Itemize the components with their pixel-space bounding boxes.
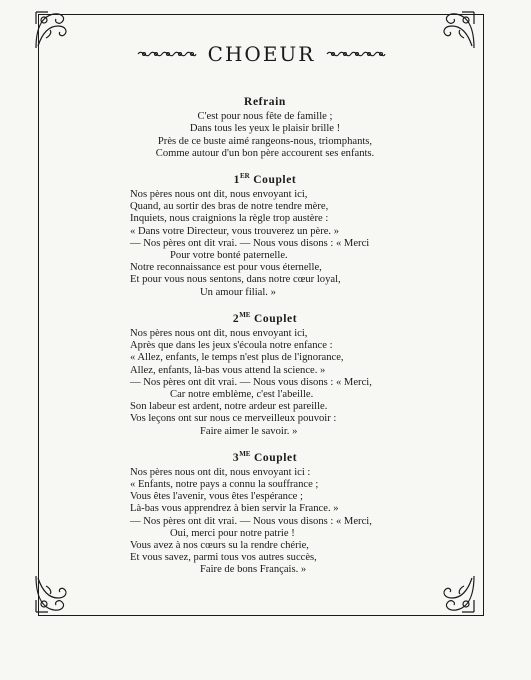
verse-line: Et pour vous nous sentons, dans notre cœur loyal, [130,274,341,286]
section-heading: Refrain [244,96,286,108]
verse-line: Quand, au sortir des bras de notre tendre mère, [130,201,329,213]
title-row [38,42,485,66]
verse-line: Comme autour d'un bon père accourent ses enfants. [155,147,375,159]
verse-line: Allez, enfants, là-bas vous attend la science. » [130,364,326,376]
verse-line: Et vous savez, parmi tous vos autres succès, [130,552,317,564]
verse-line: C'est pour nous fête de famille ; [197,111,333,123]
song-text [100,96,430,587]
section-heading [100,170,430,186]
title-ornament-left [136,47,198,61]
heading-ordinal: ER [239,172,250,181]
verse-line: Près de ce buste aimé rangeons-nous, triomphants, [157,135,373,147]
couplet-1-stanza [100,170,430,299]
heading-word: Couplet [253,312,298,325]
verse-line: Notre reconnaissance est pour vous éternelle, [130,262,322,274]
verse-line: Pour votre bonté paternelle. [170,250,288,262]
couplet-2-stanza [100,309,430,438]
verse-line: Vous avez à nos cœurs su la rendre chérie, [130,539,309,551]
verse-line: Nos pères nous ont dit, nous envoyant ici, [130,327,308,339]
section-heading [100,309,430,325]
heading-ordinal: ME [239,449,251,458]
verse-line: « Dans votre Directeur, vous trouverez un père. » [130,225,340,237]
verse-line: — Nos pères ont dit vrai. — Nous vous disons : « Merci, [130,376,372,388]
verse-line: Inquiets, nous craignions la règle trop austère : [130,213,329,225]
verse-line: Vos leçons ont sur nous ce merveilleux pouvoir : [130,413,337,425]
title-ornament-right [325,47,387,61]
corner-flourish-bottom-left [32,572,76,616]
heading-ordinal: ME [239,310,251,319]
verse-line: Un amour filial. » [200,286,276,298]
verse-line: Car notre emblème, c'est l'abeille. [170,388,314,400]
corner-flourish-bottom-right [434,572,478,616]
heading-number: 1 [233,173,240,186]
verse-line: Son labeur est ardent, notre ardeur est pareille. [130,401,328,413]
refrain-stanza [100,96,430,160]
heading-word: Couplet [253,173,297,186]
verse-line: Nos pères nous ont dit, nous envoyant ici : [130,466,311,478]
heading-number: 3 [232,451,240,464]
heading-number: 2 [232,312,240,325]
verse-line: — Nos pères ont dit vrai. — Nous vous disons : « Merci, [130,515,372,527]
verse-line: « Allez, enfants, le temps n'est plus de l'ignorance, [130,352,344,364]
verse-line: « Enfants, notre pays a connu la souffrance ; [130,478,319,490]
verse-line: Après que dans les jeux s'écoula notre enfance : [130,340,333,352]
section-heading [100,448,430,464]
verse-line: Nos pères nous ont dit, nous envoyant ici, [130,189,308,201]
heading-word: Couplet [253,451,298,464]
verse-line: Là-bas vous apprendrez à bien servir la France. » [130,503,339,515]
page-title: CHOEUR [207,42,316,66]
verse-line: Vous êtes l'avenir, vous êtes l'espérance ; [130,491,303,503]
verse-line: Faire de bons Français. » [200,564,307,576]
verse-line: — Nos pères ont dit vrai. — Nous vous disons : « Merci [130,237,370,249]
verse-line: Faire aimer le savoir. » [200,425,298,437]
verse-line: Oui, merci pour notre patrie ! [170,527,295,539]
couplet-3-stanza [100,448,430,577]
verse-line: Dans tous les yeux le plaisir brille ! [189,123,341,135]
